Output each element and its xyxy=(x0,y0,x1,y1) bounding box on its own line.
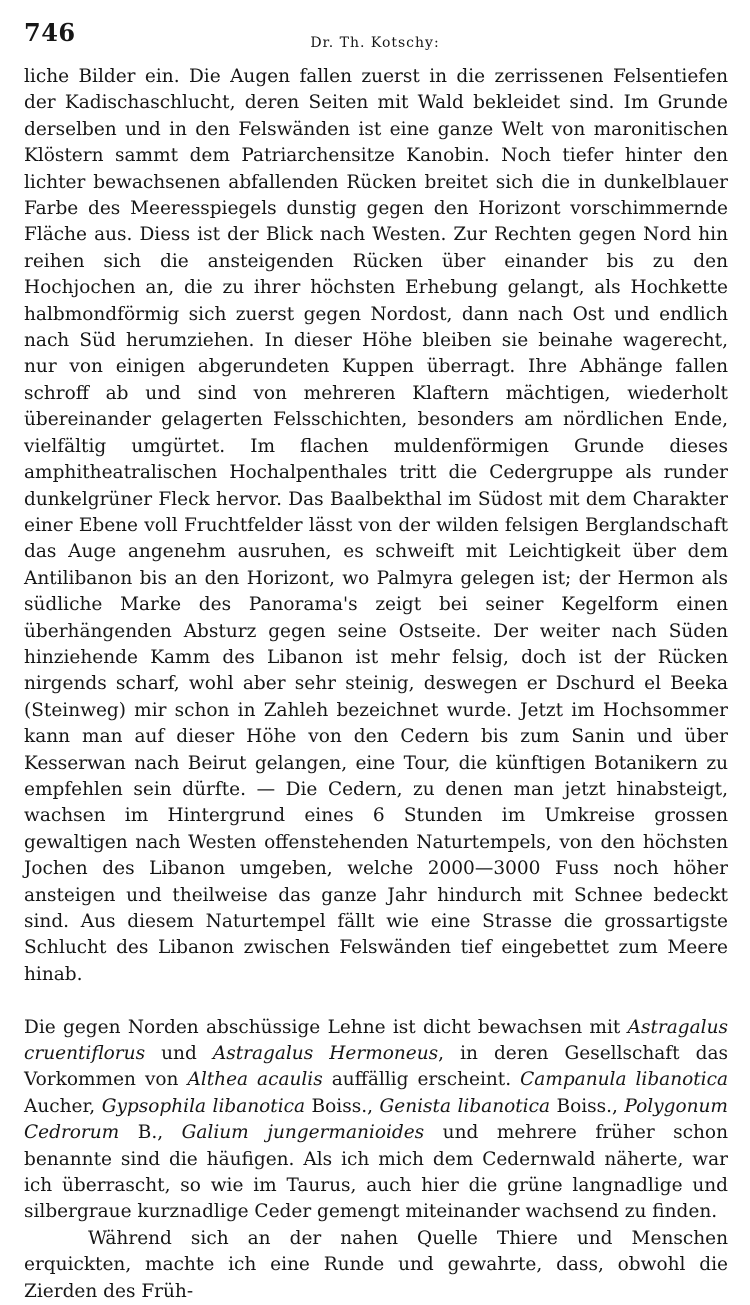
species-polygonum-cedrorum: Polygonum Cedrorum xyxy=(24,1095,728,1144)
species-althea-acaulis: Althea acaulis xyxy=(187,1069,323,1091)
paragraph-2-text-2: und xyxy=(145,1043,213,1065)
paragraph-1: liche Bilder ein. Die Augen fallen zuerst in die zerrissenen Felsentiefen der Kadischaschlucht, deren Seiten mit Wald bekleidet sind. Im Grunde derselben und in den Felswänden ist eine ganze Welt von maronitischen Klöstern sammt dem Patriarchensitze Kanobin. Noch tiefer hinter den lichter bewachsenen abfallenden Rücken breitet sich die in dunkelblauer Farbe des Meeresspiegels dunstig gegen den Horizont vorschimmernde Fläche aus. Diess ist der Blick nach Westen. Zur Rechten gegen Nord hin reihen sich die ansteigenden Rücken über einander bis zu den Hochjochen an, die zu ihrer höchsten Erhebung gelangt, als Hochkette halbmondförmig sich zuerst gegen Nordost, dann nach Ost und endlich nach Süd herumziehen. In dieser Höhe bleiben sie beinahe wagerecht, nur von einigen abgerundeten Kuppen überragt. Ihre Abhänge fallen schroff ab und sind von mehreren Klaftern mächtigen, wiederholt übereinander gelagerten Felsschichten, besonders am nördlichen Ende, vielfältig umgürtet. Im flachen muldenförmigen Grunde dieses amphitheatralischen Hochalpenthales tritt die Cedergruppe als runder dunkelgrüner Fleck hervor. Das Baalbekthal im Südost mit dem Charakter einer Ebene voll Fruchtfelder lässt von der wilden felsigen Berglandschaft das Auge angenehm ausruhen, es schweift mit Leichtigkeit über dem Antilibanon bis an den Horizont, wo Palmyra gelegen ist; der Hermon als südliche Marke des Panorama's zeigt bei seiner Kegelform einen überhängenden Absturz gegen seine Ostseite. Der weiter nach Süden hinziehende Kamm des Libanon ist mehr felsig, doch ist der Rücken nirgends scharf, wohl aber sehr steinig, deswegen er Dschurd el Beeka (Steinweg) mir schon in Zahleh bezeichnet wurde. Jetzt im Hochsommer kann man auf dieser Höhe von den Cedern bis zum Sanin und über Kesserwan nach Beirut gelangen, eine Tour, die künftigen Botanikern zu empfehlen sein dürfte. — Die Cedern, zu denen man jetzt hinabsteigt, wachsen im Hintergrund eines 6 Stunden im Umkreise grossen gewaltigen nach Westen offenstehenden Naturtempels, von den höchsten Jochen des Libanon umgeben, welche 2000—3000 Fuss noch höher ansteigen und theilweise das ganze Jahr hindurch mit Schnee bedeckt sind. Aus diesem Naturtempel fällt wie eine Strasse die grossartigste Schlucht des Libanon zwischen Felswänden tief eingebettet zum Meere hinab. xyxy=(24,66,728,985)
species-galium-jungermanioides: Galium jungermanioides xyxy=(181,1122,425,1144)
paragraph-2-text-4: auffällig erscheint. xyxy=(322,1069,521,1091)
paragraph-2-text-7: Boiss., xyxy=(550,1095,625,1117)
paragraph-2-text-1: Die gegen Norden abschüssige Lehne ist dicht bewachsen mit xyxy=(24,1016,628,1038)
page-header xyxy=(24,18,726,58)
species-gypsophila-libanotica: Gypsophila libanotica xyxy=(101,1095,306,1117)
page-number: 746 xyxy=(24,18,76,47)
paragraph-3: Während sich an der nahen Quelle Thiere und Menschen erquickten, machte ich eine Runde und gewahrte, dass, obwohl die Zierden des Früh- xyxy=(24,1227,728,1302)
body-text xyxy=(24,64,728,1305)
species-astragalus-cruentiflorus: Astragalus cruentiflorus xyxy=(24,1016,728,1065)
paragraph-2-text-6: Boiss., xyxy=(305,1095,380,1117)
running-head: Dr. Th. Kotschy: xyxy=(310,35,440,51)
species-astragalus-hermoneus: Astragalus Hermoneus xyxy=(212,1043,439,1065)
paragraph-2-text-8: B., xyxy=(119,1122,182,1144)
paragraph-2-text-3: , in deren Gesellschaft das Vorkommen von xyxy=(24,1043,729,1091)
paragraph-2 xyxy=(24,988,728,1226)
species-genista-libanotica: Genista libanotica xyxy=(379,1095,550,1117)
species-campanula-libanotica: Campanula libanotica xyxy=(520,1069,728,1091)
paragraph-2-text-5: Aucher, xyxy=(24,1095,102,1117)
paragraph-2-text-9: und mehrere früher schon benannte sind die häufigen. Als ich mich dem Cedernwald näherte, war ich überrascht, so wie im Taurus, auch hier die grüne langnadlige und silbergraue kurznadlige Ceder gemengt miteinander wachsend zu finden. xyxy=(24,1122,728,1223)
